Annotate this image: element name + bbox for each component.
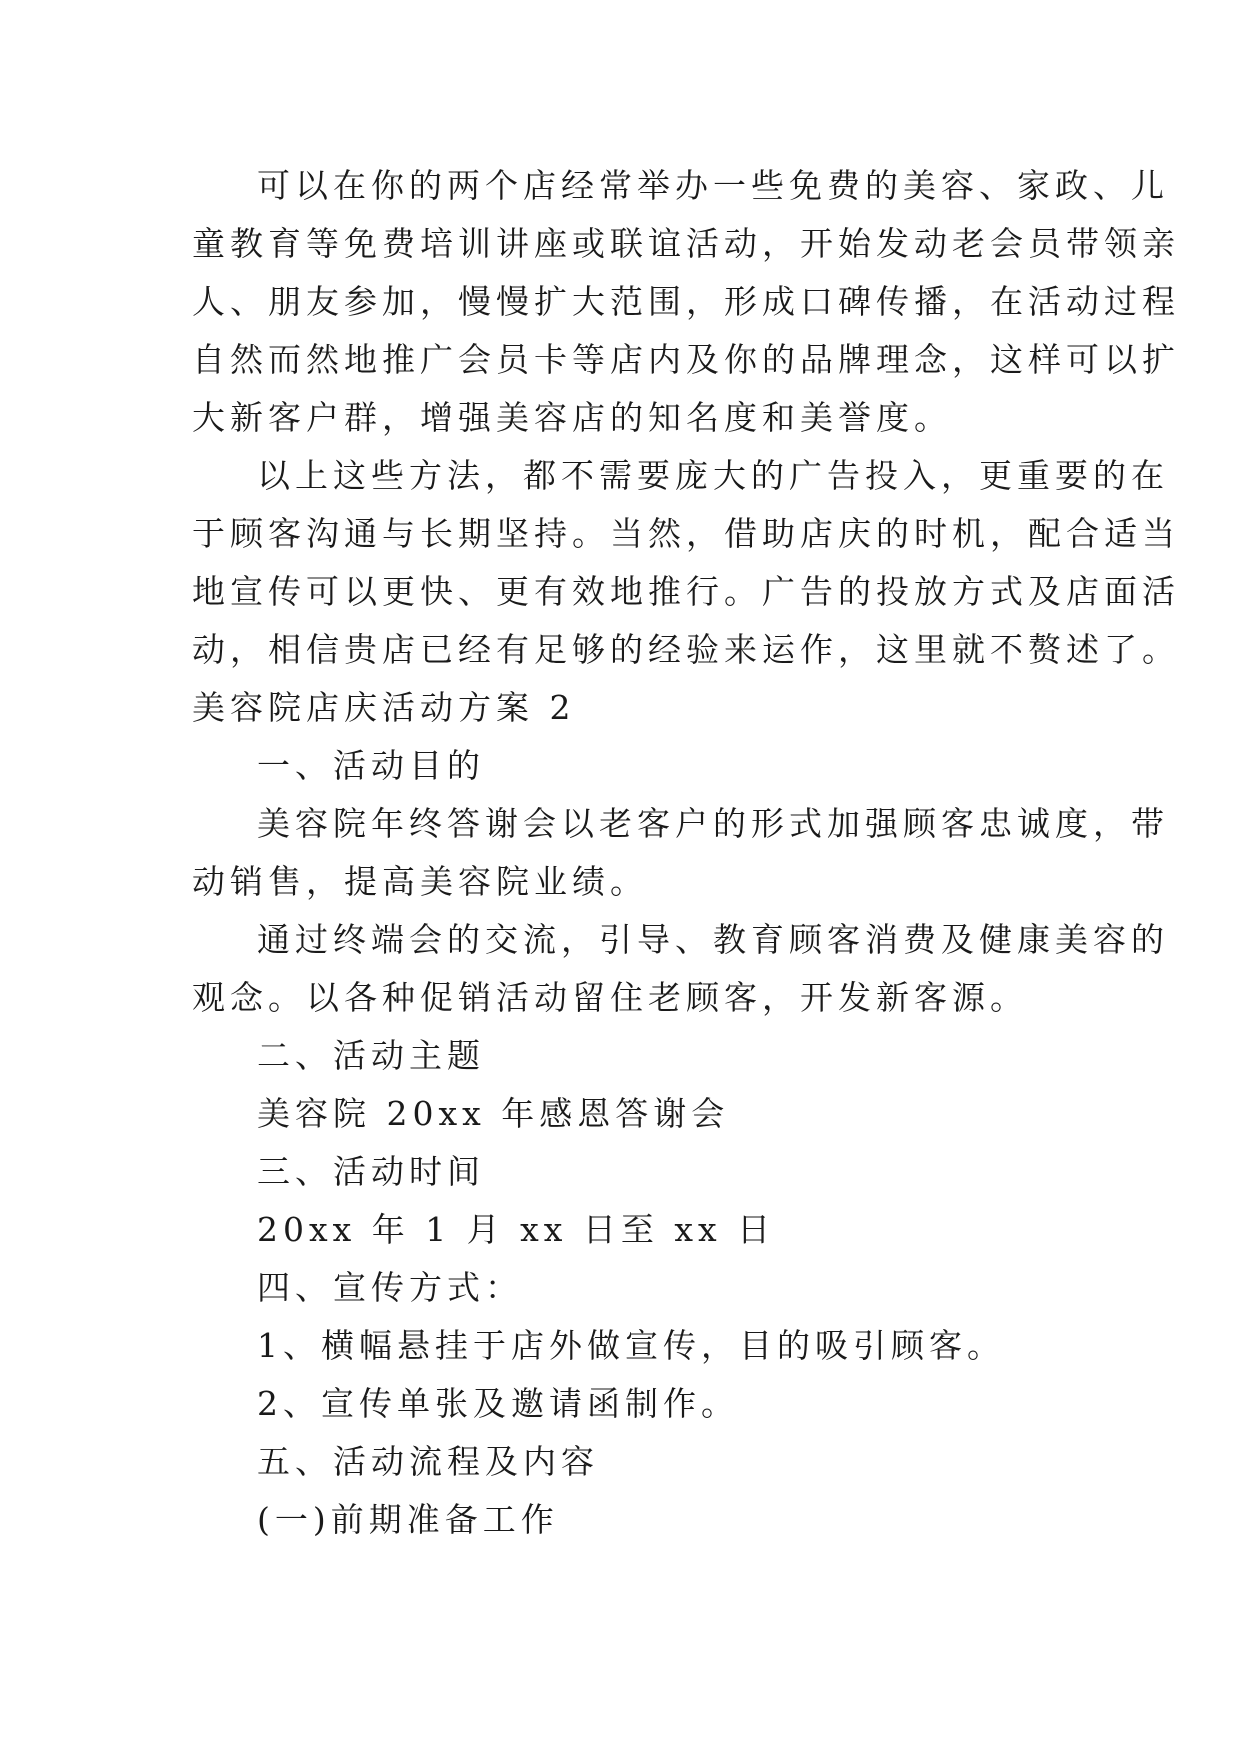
list-item: 2、宣传单张及邀请函制作。 — [257, 1384, 739, 1423]
heading-time: 三、活动时间 — [257, 1152, 485, 1191]
paragraph-line: 自然而然地推广会员卡等店内及你的品牌理念，这样可以扩 — [192, 340, 1180, 379]
time-text: 20xx 年 1 月 xx 日至 xx 日 — [257, 1210, 776, 1249]
paragraph-line: 观念。以各种促销活动留住老顾客，开发新客源。 — [192, 978, 1028, 1017]
paragraph-line: 地宣传可以更快、更有效地推行。广告的投放方式及店面活 — [192, 572, 1180, 611]
paragraph-line: 以上这些方法，都不需要庞大的广告投入，更重要的在 — [257, 456, 1169, 495]
subheading-preparation: (一)前期准备工作 — [257, 1500, 559, 1539]
heading-promotion: 四、宣传方式： — [257, 1268, 523, 1307]
paragraph-line: 于顾客沟通与长期坚持。当然，借助店庆的时机，配合适当 — [192, 514, 1180, 553]
paragraph-line: 通过终端会的交流，引导、教育顾客消费及健康美容的 — [257, 920, 1169, 959]
paragraph-line: 美容院年终答谢会以老客户的形式加强顾客忠诚度，带 — [257, 804, 1169, 843]
heading-theme: 二、活动主题 — [257, 1036, 485, 1075]
paragraph-line: 动销售，提高美容院业绩。 — [192, 862, 648, 901]
paragraph-line: 人、朋友参加，慢慢扩大范围，形成口碑传播，在活动过程 — [192, 282, 1180, 321]
paragraph-line: 动，相信贵店已经有足够的经验来运作，这里就不赘述了。 — [192, 630, 1180, 669]
paragraph-line: 可以在你的两个店经常举办一些免费的美容、家政、儿 — [257, 166, 1169, 205]
list-item: 1、横幅悬挂于店外做宣传，目的吸引顾客。 — [257, 1326, 1005, 1365]
theme-text: 美容院 20xx 年感恩答谢会 — [257, 1094, 730, 1133]
section-title: 美容院店庆活动方案 2 — [192, 688, 576, 727]
heading-process: 五、活动流程及内容 — [257, 1442, 599, 1481]
paragraph-line: 童教育等免费培训讲座或联谊活动，开始发动老会员带领亲 — [192, 224, 1180, 263]
paragraph-line: 大新客户群，增强美容店的知名度和美誉度。 — [192, 398, 952, 437]
heading-purpose: 一、活动目的 — [257, 746, 485, 785]
